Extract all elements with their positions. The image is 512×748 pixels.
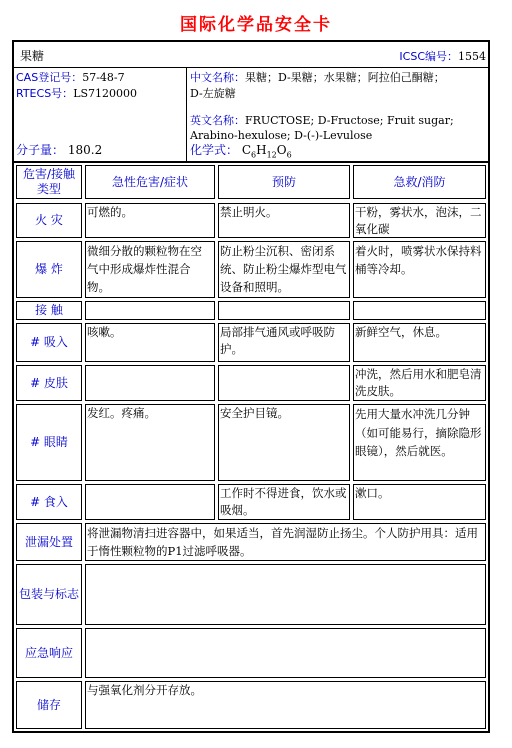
packaging-text — [85, 564, 486, 625]
formula-h: H — [256, 143, 267, 157]
cn-name-value-1: 果糖；D-果糖；水果糖；阿拉伯己酮糖； — [245, 71, 445, 84]
ingestion-prevention: 工作时不得进食，饮水或吸烟。 — [218, 484, 350, 520]
inhalation-firstaid: 新鲜空气，休息。 — [353, 323, 486, 362]
eyes-firstaid: 先用大量水冲洗几分钟（如可能易行，摘除隐形眼镜），然后就医。 — [353, 404, 486, 481]
explosion-firstaid: 着火时，喷雾状水保持料桶等冷却。 — [353, 241, 486, 298]
formula-c-sub: 6 — [251, 150, 257, 160]
col-header-prevention: 预防 — [218, 165, 350, 199]
cn-name-label: 中文名称： — [190, 71, 245, 84]
mw-value: 180.2 — [67, 143, 103, 157]
fire-symptom: 可燃的。 — [85, 203, 215, 238]
explosion-prevention: 防止粉尘沉积、密闭系统、防止粉尘爆炸型电气设备和照明。 — [218, 241, 350, 298]
cn-name-value-2: D-左旋糖 — [190, 87, 236, 100]
spill-text: 将泄漏物清扫进容器中，如果适当，首先润湿防止扬尘。个人防护用具：适用于惰性颗粒物的P1过滤呼吸器。 — [85, 523, 486, 561]
row-label-contact: 接 触 — [16, 301, 82, 320]
row-label-skin: # 皮肤 — [16, 365, 82, 401]
cas-value: 57-48-7 — [82, 71, 125, 84]
cas-label: CAS登记号： — [16, 71, 83, 84]
row-label-eyes: # 眼睛 — [16, 404, 82, 481]
fire-firstaid: 干粉，雾状水，泡沫，二氧化碳 — [353, 203, 486, 238]
en-name-value-2: Arabino-hexulose; D-(-)-Levulose — [190, 129, 373, 142]
row-label-inhalation: # 吸入 — [16, 323, 82, 362]
mw-label: 分子量： — [16, 143, 65, 157]
contact-firstaid — [353, 301, 486, 320]
row-label-storage: 储存 — [16, 681, 82, 729]
row-label-spill: 泄漏处置 — [16, 523, 82, 561]
icsc-label: ICSC编号： — [399, 50, 458, 63]
skin-firstaid: 冲洗，然后用水和肥皂清洗皮肤。 — [353, 365, 486, 401]
formula-label: 化学式： — [190, 143, 239, 157]
skin-prevention — [218, 365, 350, 401]
fire-prevention: 禁止明火。 — [218, 203, 350, 238]
english-name — [190, 113, 486, 143]
icsc-value: 1554 — [458, 50, 486, 63]
formula-o-sub: 6 — [286, 150, 292, 160]
formula-h-sub: 12 — [266, 150, 277, 160]
col-header-firstaid: 急救/消防 — [353, 165, 486, 199]
rtecs-label: RTECS号： — [16, 87, 74, 100]
table-top-rule — [12, 161, 490, 163]
eyes-prevention: 安全护目镜。 — [218, 404, 350, 481]
chemical-name: 果糖 — [20, 49, 45, 63]
col-header-type: 危害/接触类型 — [16, 165, 82, 199]
contact-symptom — [85, 301, 215, 320]
storage-text: 与强氧化剂分开存放。 — [85, 681, 486, 729]
row-label-packaging: 包装与标志 — [16, 564, 82, 625]
formula-o: O — [276, 143, 287, 157]
formula-c: C — [241, 143, 252, 157]
en-name-value-1: FRUCTOSE; D-Fructose; Fruit sugar; — [245, 114, 454, 127]
header-vertical-divider — [186, 67, 187, 161]
inhalation-prevention: 局部排气通风或呼吸防护。 — [218, 323, 350, 362]
row-label-explosion: 爆 炸 — [16, 241, 82, 298]
cas-number — [16, 70, 125, 86]
card-title: 国际化学品安全卡 — [180, 15, 332, 35]
molecular-weight — [16, 142, 102, 158]
contact-prevention — [218, 301, 350, 320]
icsc-number — [399, 48, 486, 64]
header-divider — [12, 67, 490, 68]
ingestion-firstaid: 漱口。 — [353, 484, 486, 520]
skin-symptom — [85, 365, 215, 401]
inhalation-symptom: 咳嗽。 — [85, 323, 215, 362]
chinese-name — [190, 70, 486, 102]
row-label-fire: 火 灾 — [16, 203, 82, 238]
row-label-emergency: 应急响应 — [16, 628, 82, 678]
rtecs-value: LS7120000 — [73, 87, 138, 100]
rtecs-number — [16, 86, 137, 102]
en-name-label: 英文名称： — [190, 114, 245, 127]
eyes-symptom: 发红。疼痛。 — [85, 404, 215, 481]
col-header-symptom: 急性危害/症状 — [85, 165, 215, 199]
explosion-symptom: 微细分散的颗粒物在空气中形成爆炸性混合物。 — [85, 241, 215, 298]
emergency-text — [85, 628, 486, 678]
ingestion-symptom — [85, 484, 215, 520]
row-label-ingestion: # 食入 — [16, 484, 82, 520]
